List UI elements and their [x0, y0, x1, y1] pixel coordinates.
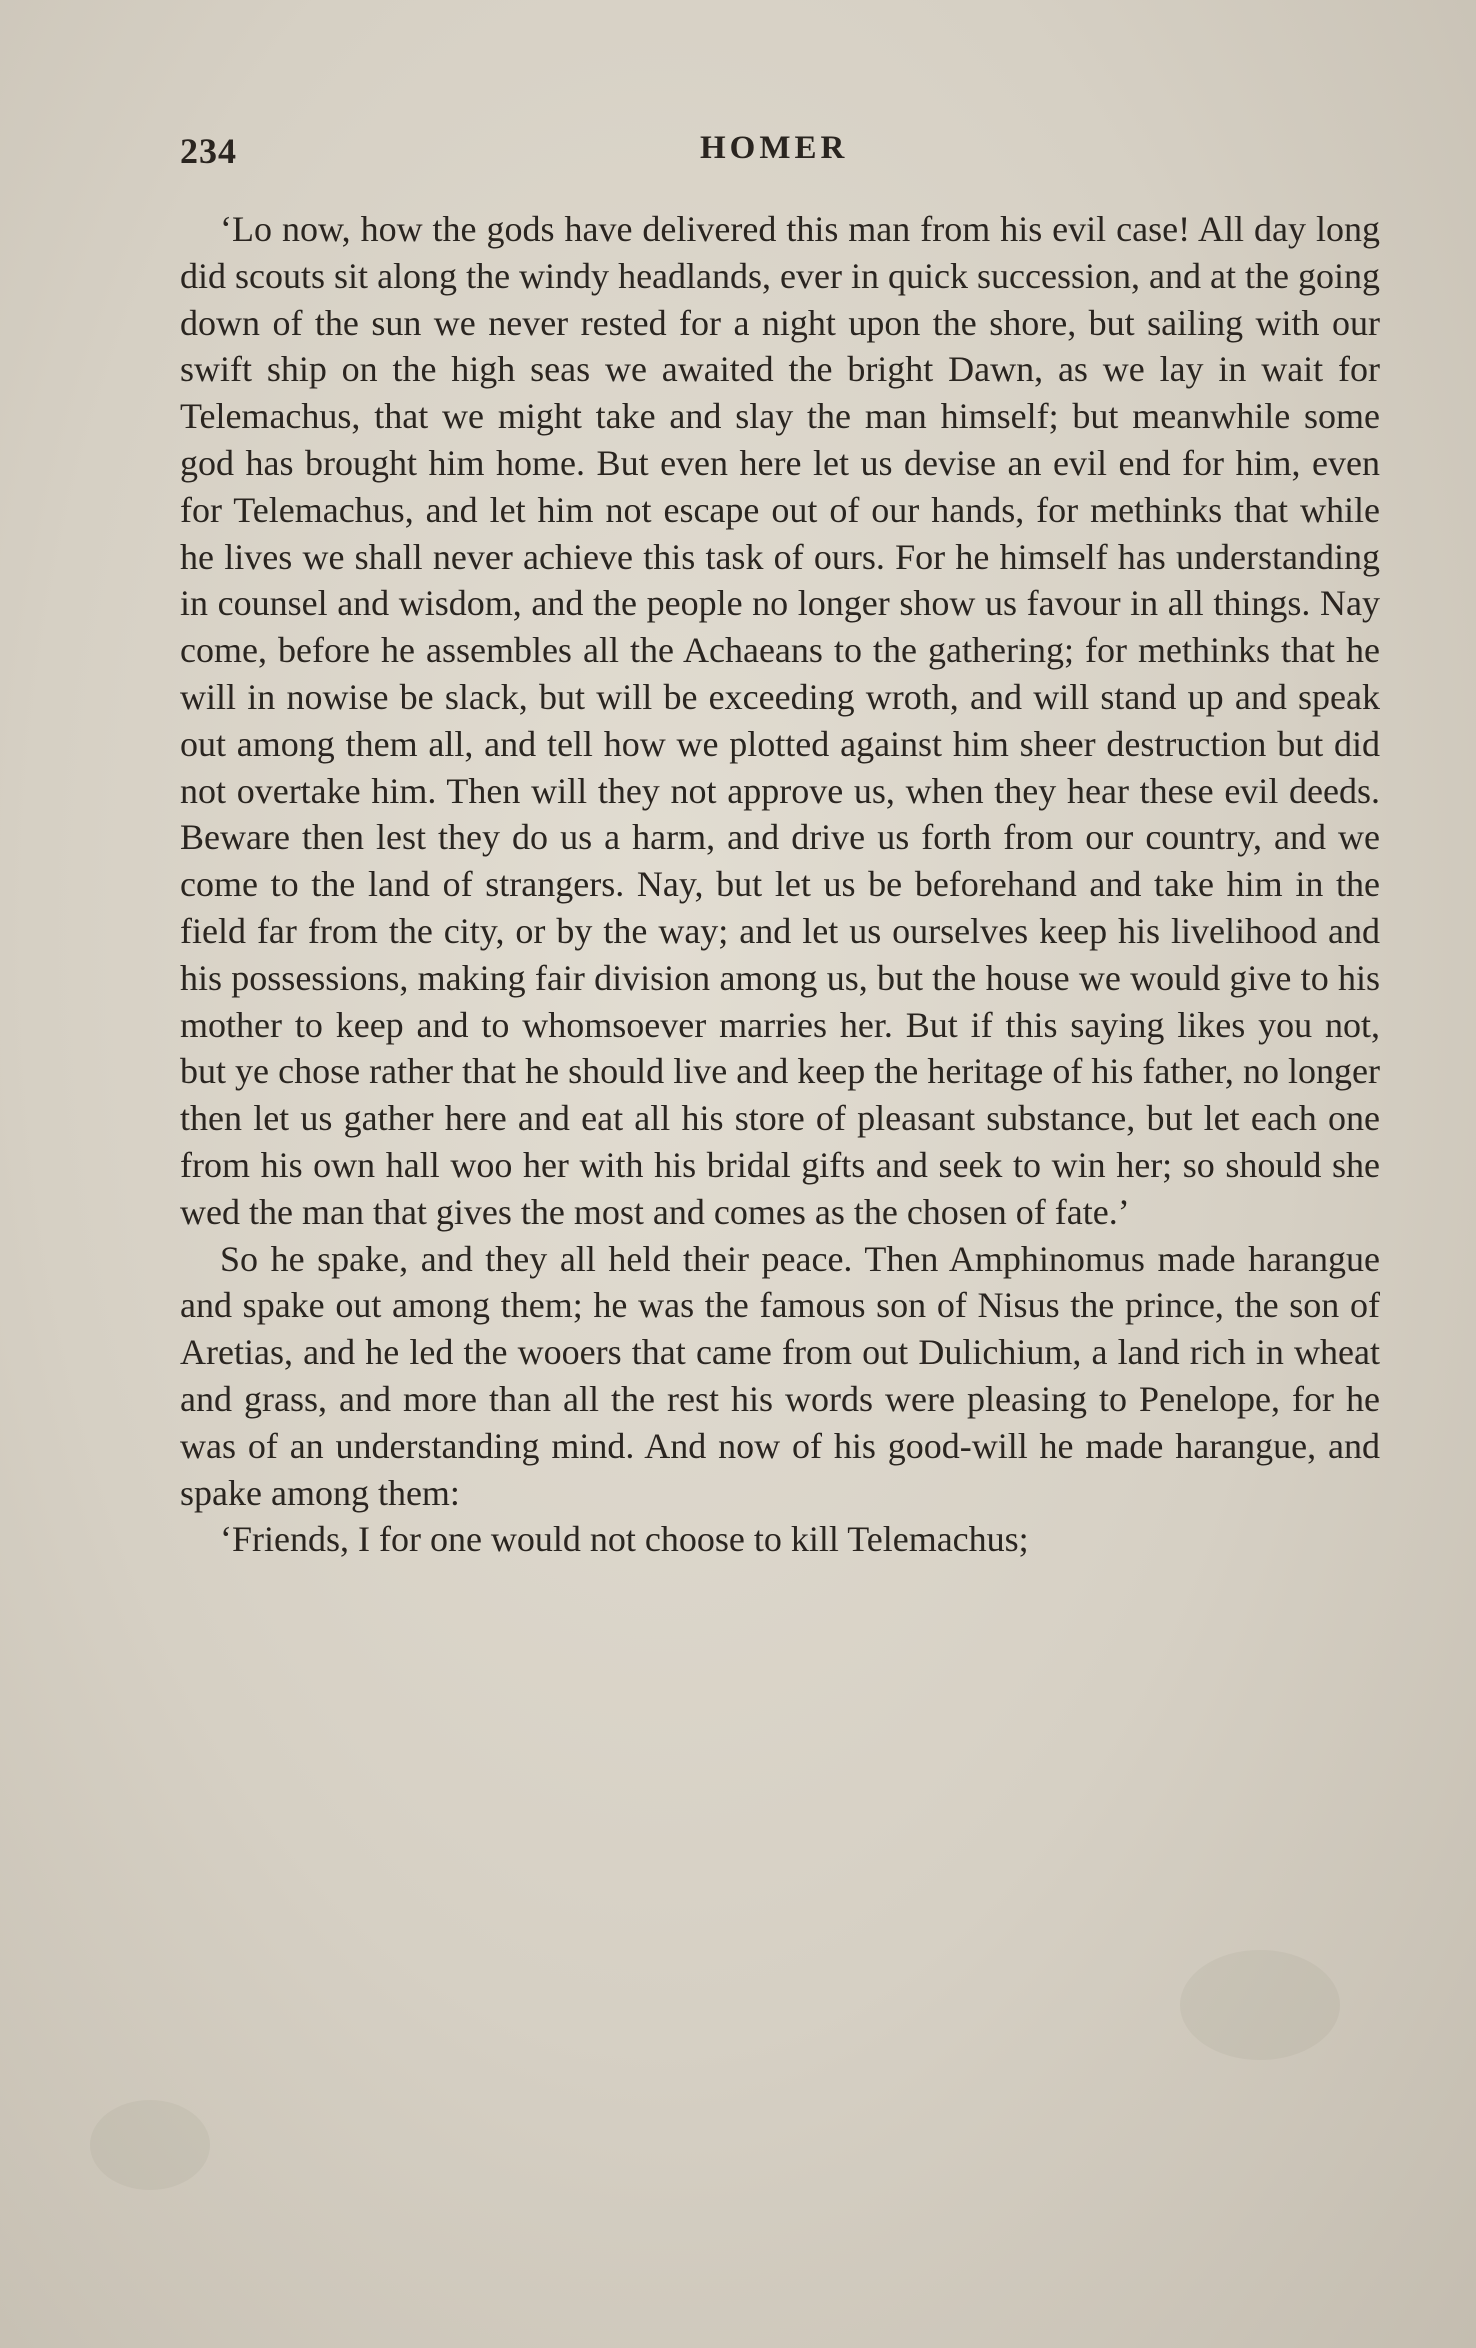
paragraph: ‘Friends, I for one would not choose to kill Telemachus; — [220, 1519, 1029, 1560]
paragraph: ‘Lo now, how the gods have delivered this man from his evil case! All day long did scouts sit along the windy headlands, ever in quick succession, and at the going down of the sun we never rested for a night upon the shore, but sailing with our swift ship on the high seas we awaited the bright Dawn, as we lay in wait for Telemachus, that we might take and slay the man himself; but meanwhile some god has brought him home. But even here let us devise an evil end for him, even for Telemachus, and let him not escape out of our hands, for methinks that while he lives we shall never achieve this task of ours. For he himself has understanding in counsel and wisdom, and the people no longer show us favour in all things. Nay come, before he assembles all the Achaeans to the gathering; for methinks that he will in nowise be slack, but will be exceeding wroth, and will stand up and speak out among them all, and tell how we plotted against him sheer destruction but did not overtake him. Then will they not approve us, when they hear these evil deeds. Beware then lest they do us a harm, and drive us forth from our country, and we come to the land of strangers. Nay, but let us be beforehand and take him in the field far from the city, or by the way; and let us ourselves keep his livelihood and his possessions, making fair division among us, but the house we would give to his mother to keep and to whomsoever marries her. But if this saying likes you not, but ye chose rather that he should live and keep the heritage of his father, no longer then let us gather here and eat all his store of pleasant substance, but let each one from his own hall woo her with his bridal gifts and seek to win her; so should she wed the man that gives the most and comes as the chosen of fate.’ — [180, 209, 1380, 1232]
paper-stain — [1180, 1950, 1340, 2060]
body-text — [180, 206, 1380, 1563]
paragraph: So he spake, and they all held their peace. Then Amphinomus made harangue and spake out among them; he was the famous son of Nisus the prince, the son of Aretias, and he led the wooers that came from out Dulichium, a land rich in wheat and grass, and more than all the rest his words were pleasing to Penelope, for he was of an understanding mind. And now of his good-will he made harangue, and spake among them: — [180, 1238, 1380, 1513]
page-number: 234 — [180, 131, 237, 171]
paper-stain — [90, 2100, 210, 2190]
book-title: HOMER — [700, 130, 849, 166]
running-head — [180, 130, 1380, 180]
